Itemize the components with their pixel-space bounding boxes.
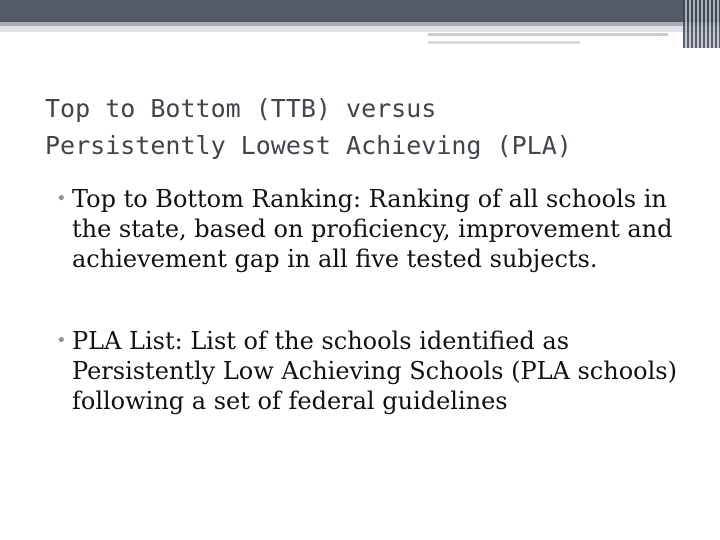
bullet-icon: • [56,188,67,209]
bullet-text: PLA List: List of the schools identified as Persistently Low Achieving Schools (PLA schools) following a set of federal guidelines [72,327,677,415]
bullet-icon: • [56,330,67,351]
header-accent-line [428,33,668,36]
bullet-item-ttb [56,184,686,274]
header-accent-line-short [428,41,580,44]
header-stripe-decoration [683,0,720,48]
bullet-text: Top to Bottom Ranking: Ranking of all schools in the state, based on proficiency, improvement and achievement gap in all five tested subjects. [72,185,673,273]
bullet-item-pla [56,326,686,416]
header-band [0,0,720,22]
header-band-light [0,26,720,32]
bullet-list [56,184,686,416]
slide-title: Top to Bottom (TTB) versus Persistently Lowest Achieving (PLA) [45,94,572,160]
